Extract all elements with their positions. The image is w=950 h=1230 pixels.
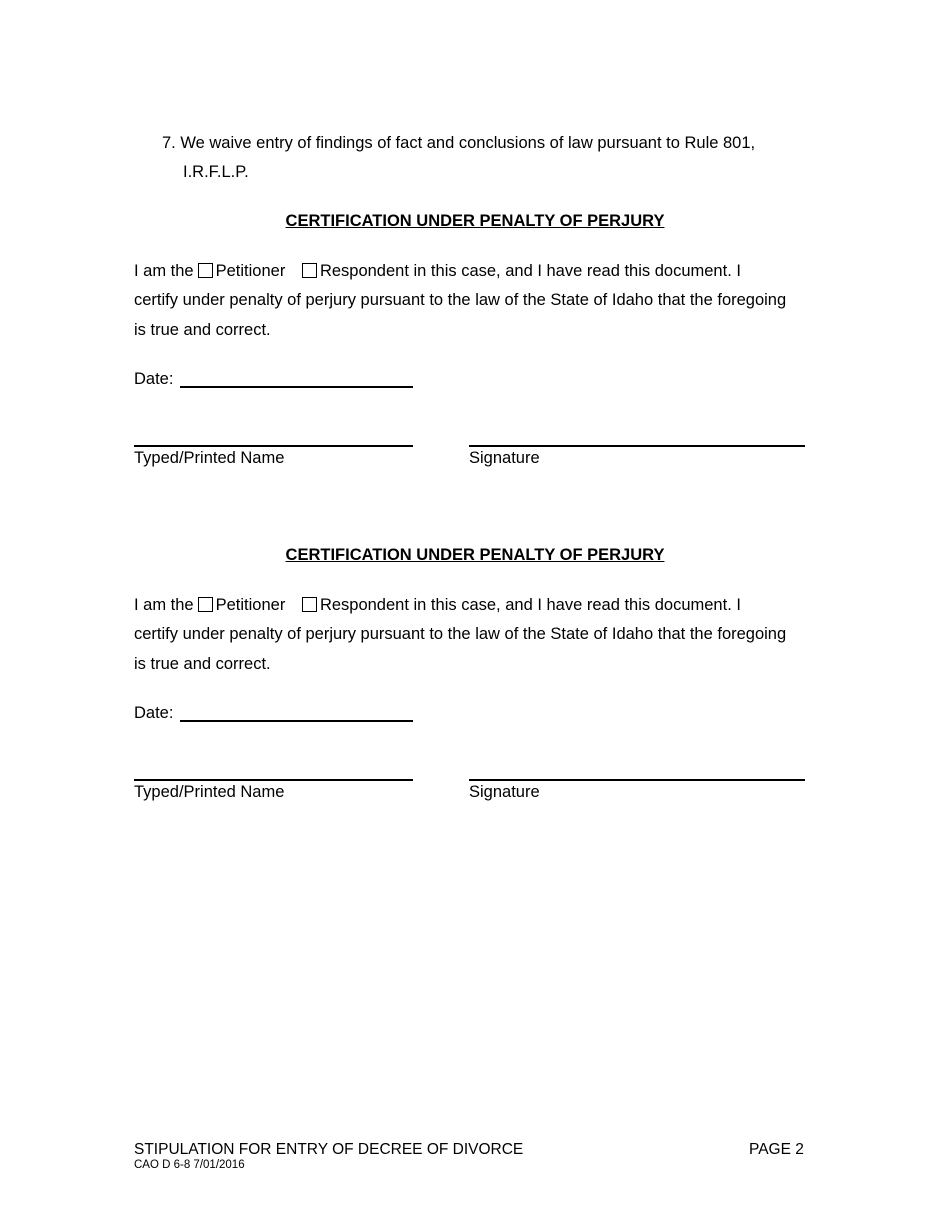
certification-1-line-1 [134,262,741,281]
printed-name-field-2[interactable] [134,779,413,781]
respondent-label: Respondent in this case, and I have read this document. I [319,596,741,614]
date-label-1: Date: [134,370,174,388]
signature-label-1: Signature [469,449,540,467]
intro-text: I am the [134,262,194,280]
footer-page-number: PAGE 2 [749,1141,804,1158]
respondent-checkbox[interactable] [302,263,317,278]
signature-field-2[interactable] [469,779,805,781]
intro-text: I am the [134,596,194,614]
petitioner-checkbox[interactable] [198,597,213,612]
petitioner-label: Petitioner [215,596,286,614]
item-7-line-2: I.R.F.L.P. [183,163,249,181]
certification-2-line-1 [134,596,741,615]
certification-heading-2: CERTIFICATION UNDER PENALTY OF PERJURY [285,546,665,564]
certification-1-line-2: certify under penalty of perjury pursuant to the law of the State of Idaho that the foregoing [134,291,787,309]
respondent-label: Respondent in this case, and I have read this document. I [319,262,741,280]
item-7-line-1: 7. We waive entry of findings of fact and conclusions of law pursuant to Rule 801, [162,134,756,152]
footer-title: STIPULATION FOR ENTRY OF DECREE OF DIVORCE [134,1141,524,1158]
certification-2-line-2: certify under penalty of perjury pursuant to the law of the State of Idaho that the foregoing [134,625,787,643]
date-field-1[interactable] [180,386,413,388]
petitioner-label: Petitioner [215,262,286,280]
petitioner-checkbox[interactable] [198,263,213,278]
printed-name-field-1[interactable] [134,445,413,447]
signature-field-1[interactable] [469,445,805,447]
certification-1-line-3: is true and correct. [134,321,271,339]
certification-heading-1: CERTIFICATION UNDER PENALTY OF PERJURY [285,212,665,230]
certification-2-line-3: is true and correct. [134,655,271,673]
footer-form-code: CAO D 6-8 7/01/2016 [134,1159,245,1171]
date-field-2[interactable] [180,720,413,722]
respondent-checkbox[interactable] [302,597,317,612]
date-label-2: Date: [134,704,174,722]
signature-label-2: Signature [469,783,540,801]
printed-name-label-2: Typed/Printed Name [134,783,285,801]
printed-name-label-1: Typed/Printed Name [134,449,285,467]
